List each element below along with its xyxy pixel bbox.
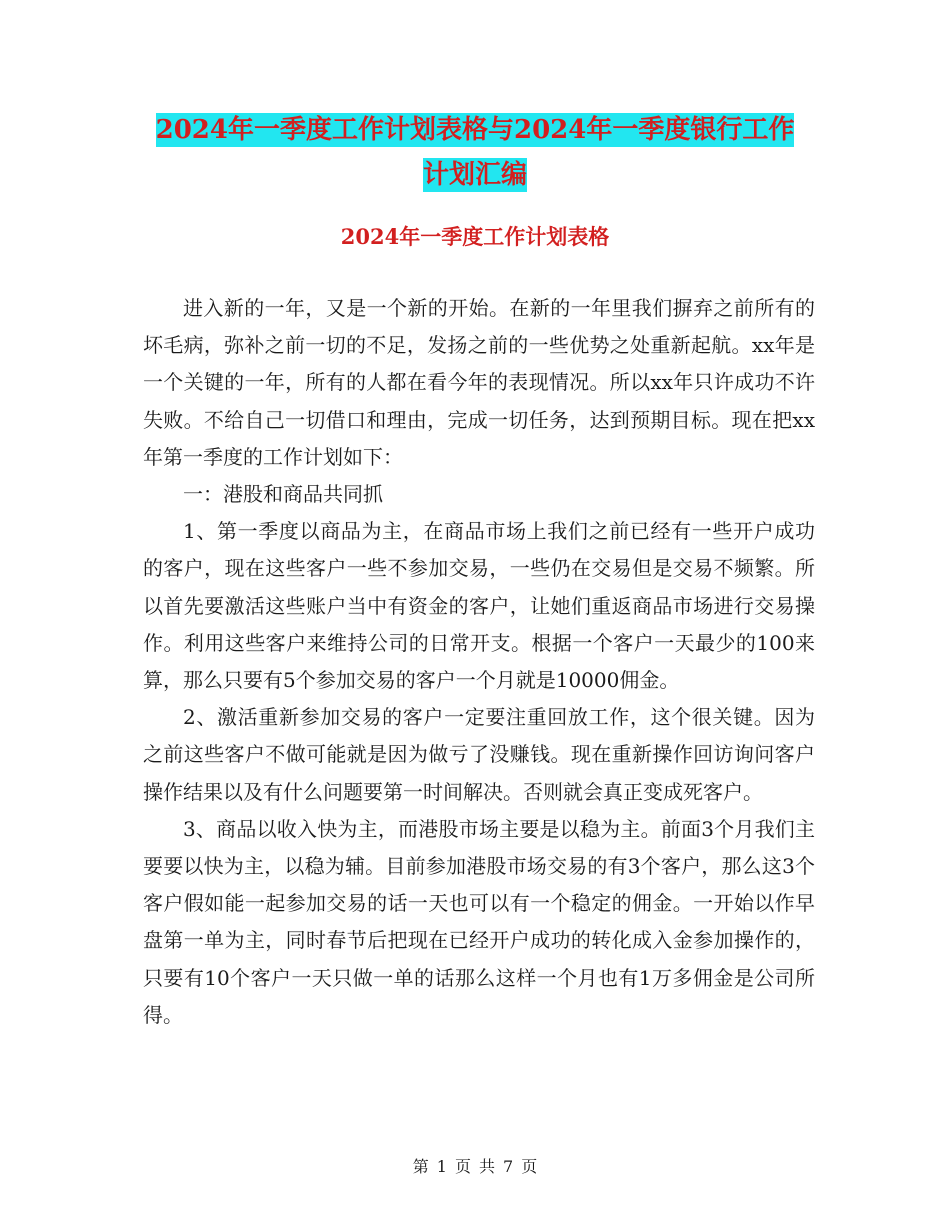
document-body [143, 290, 815, 1034]
section-title: 2024年一季度工作计划表格 [340, 224, 610, 249]
paragraph-heading-1: 一：港股和商品共同抓 [183, 482, 383, 507]
page-footer [0, 1154, 950, 1177]
footer-label-ye: 页 [454, 1157, 471, 1176]
title-line-2: 计划汇编 [422, 160, 527, 190]
title-line-1: 2024年一季度工作计划表格与2024年一季度银行工作 [155, 115, 795, 145]
footer-current-page: 1 [436, 1157, 447, 1176]
paragraph-item-2: 2、激活重新参加交易的客户一定要注重回放工作，这个很关键。因为之前这些客户不做可能就是因为做亏了没赚钱。现在重新操作回访询问客户操作结果以及有什么问题要第一时间解决。否则就会真正变成死客户。 [143, 705, 815, 804]
footer-total-pages: 7 [503, 1157, 514, 1176]
footer-label-page: 第 [412, 1157, 429, 1176]
paragraph-item-1: 1、第一季度以商品为主，在商品市场上我们之前已经有一些开户成功的客户，现在这些客户一些不参加交易，一些仍在交易但是交易不频繁。所以首先要激活这些账户当中有资金的客户，让她们重返商品市场进行交易操作。利用这些客户来维持公司的日常开支。根据一个客户一天最少的100来算，那么只要有5个参加交易的客户一个月就是10000佣金。 [143, 519, 815, 693]
paragraph-intro: 进入新的一年，又是一个新的开始。在新的一年里我们摒弃之前所有的坏毛病，弥补之前一切的不足，发扬之前的一些优势之处重新起航。xx年是一个关键的一年，所有的人都在看今年的表现情况。所以xx年只许成功不许失败。不给自己一切借口和理由，完成一切任务，达到预期目标。现在把xx年第一季度的工作计划如下： [143, 296, 815, 469]
document-title [0, 108, 950, 198]
footer-label-ye2: 页 [521, 1157, 538, 1176]
footer-label-total: 共 [479, 1157, 496, 1176]
paragraph-item-3: 3、商品以收入快为主，而港股市场主要是以稳为主。前面3个月我们主要要以快为主，以稳为辅。目前参加港股市场交易的有3个客户，那么这3个客户假如能一起参加交易的话一天也可以有一个稳定的佣金。一开始以作早盘第一单为主，同时春节后把现在已经开户成功的转化成入金参加操作的，只要有10个客户一天只做一单的话那么这样一个月也有1万多佣金是公司所得。 [143, 816, 815, 1027]
